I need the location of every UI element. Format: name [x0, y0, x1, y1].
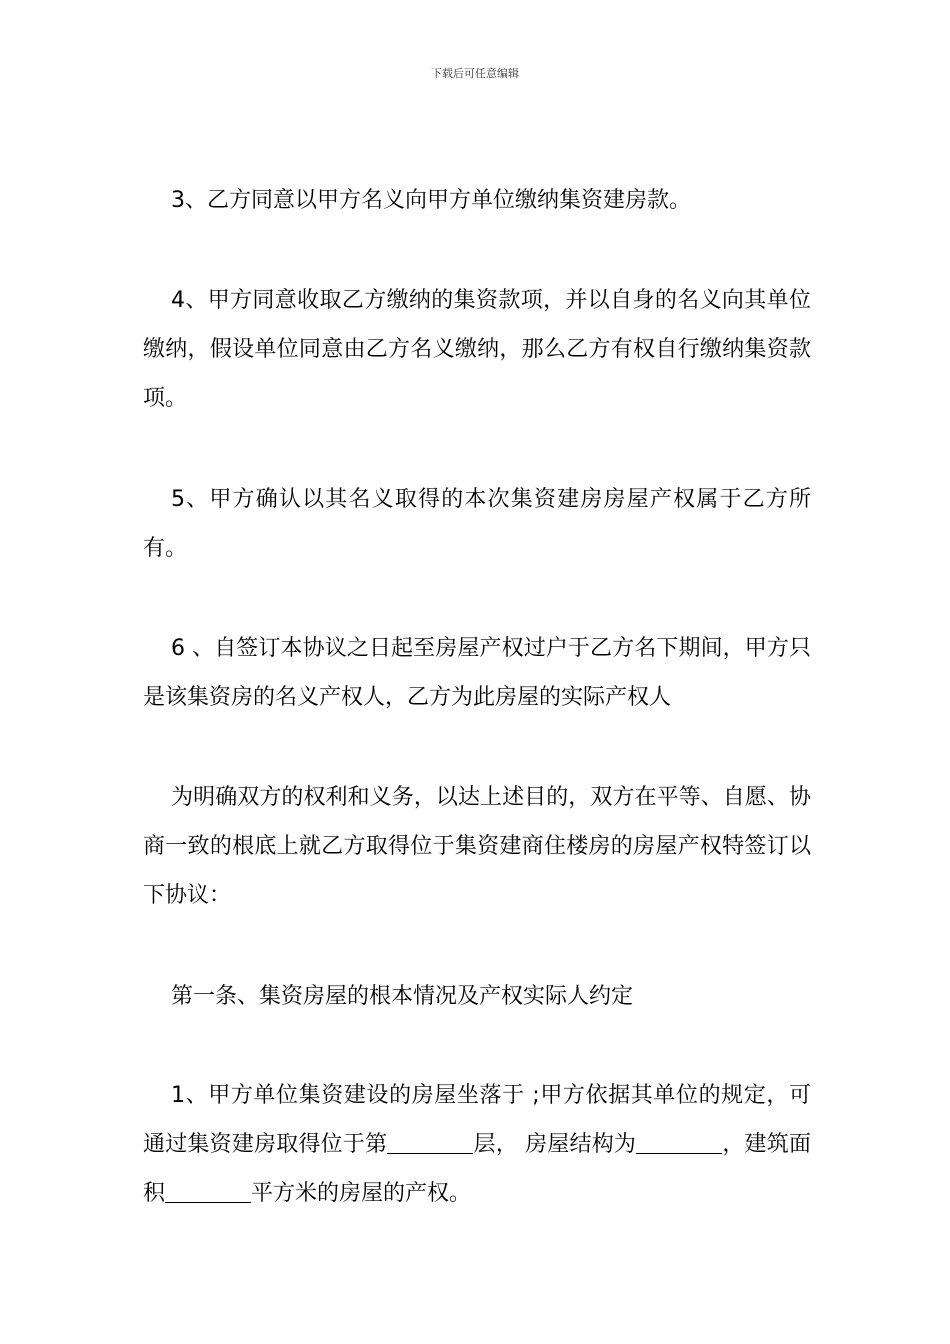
clause-6 — [143, 624, 811, 722]
page-header-note: 下载后可任意编辑 — [431, 67, 519, 80]
item-1-text-d: 平方米的房屋的产权。 — [251, 1181, 472, 1206]
clause-6-text: 6 、自签订本协议之日起至房屋产权过户于乙方名下期间，甲方只是该集资房的名义产权人，乙方为此房屋的实际产权人 — [143, 636, 811, 710]
clause-3 — [143, 176, 811, 225]
area-blank[interactable] — [165, 1180, 251, 1203]
intro-paragraph — [143, 773, 811, 920]
clause-4-text: 4、甲方同意收取乙方缴纳的集资款项，并以自身的名义向其单位缴纳，假设单位同意由乙方名义缴纳，那么乙方有权自行缴纳集资款项。 — [143, 288, 811, 411]
item-1-text-b: 层， 房屋结构为 — [473, 1132, 637, 1157]
article-1-title — [143, 972, 811, 1021]
item-1-text-a: 1、甲方单位集资建设的房屋坐落于 ;甲方依据其单位的规定，可通过集资建房取得位于第 — [143, 1083, 811, 1157]
structure-blank[interactable] — [636, 1131, 722, 1154]
article-1-title-text: 第一条、集资房屋的根本情况及产权实际人约定 — [171, 984, 634, 1009]
article-1-item-1 — [143, 1071, 811, 1218]
floor-blank[interactable] — [387, 1131, 473, 1154]
intro-text: 为明确双方的权利和义务，以达上述目的，双方在平等、自愿、协商一致的根底上就乙方取得位于集资建商住楼房的房屋产权特签订以下协议： — [143, 785, 811, 908]
clause-5 — [143, 475, 811, 573]
item-1-text-c: ，建筑面积 — [143, 1132, 811, 1206]
clause-5-text: 5、甲方确认以其名义取得的本次集资建房房屋产权属于乙方所有。 — [143, 487, 811, 561]
clause-4 — [143, 276, 811, 423]
clause-3-text: 3、乙方同意以甲方名义向甲方单位缴纳集资建房款。 — [171, 188, 691, 213]
